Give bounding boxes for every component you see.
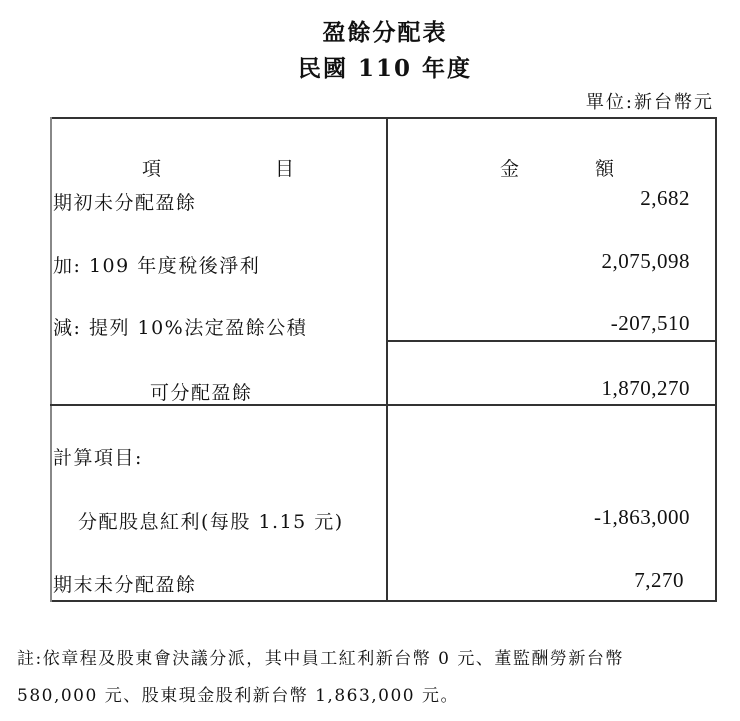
row-label-distributable-earnings: 可分配盈餘 <box>150 382 253 404</box>
table-border-left <box>50 117 52 602</box>
table-border-right <box>715 117 717 602</box>
column-header-amount-left: 金 <box>500 158 521 180</box>
row-amount-closing-retained-earnings: 7,270 <box>634 568 684 592</box>
footnote-line-2: 580,000 元、股東現金股利新台幣 1,863,000 元。 <box>17 686 460 706</box>
row-label-net-income: 加: 109 年度稅後淨利 <box>53 255 261 277</box>
column-divider <box>386 117 388 602</box>
row-label-opening-retained-earnings: 期初未分配盈餘 <box>53 192 197 214</box>
row-label-legal-reserve: 減: 提列 10%法定盈餘公積 <box>53 317 308 339</box>
row-amount-legal-reserve: -207,510 <box>610 311 690 335</box>
column-header-amount-right: 額 <box>595 158 616 180</box>
column-header-item-right: 目 <box>275 158 296 180</box>
row-amount-opening-retained-earnings: 2,682 <box>640 186 690 210</box>
row-amount-net-income: 2,075,098 <box>601 249 690 273</box>
table-border-top <box>50 117 717 119</box>
row-label-dividend-distribution: 分配股息紅利(每股 1.15 元) <box>78 511 344 533</box>
footnote-line-1: 註:依章程及股東會決議分派，其中員工紅利新台幣 0 元、董監酬勞新台幣 <box>17 649 624 669</box>
row-label-calculation-items: 計算項目: <box>53 447 143 469</box>
currency-unit-label: 單位:新台幣元 <box>585 92 714 113</box>
table-border-bottom <box>50 600 717 602</box>
row-amount-distributable-earnings: 1,870,270 <box>601 376 690 400</box>
column-header-item-left: 項 <box>142 158 163 180</box>
row-amount-dividend-distribution: -1,863,000 <box>594 505 690 529</box>
subtotal-divider <box>386 340 717 342</box>
fiscal-year-subtitle: 民國 110 年度 <box>297 55 473 82</box>
row-label-closing-retained-earnings: 期末未分配盈餘 <box>53 574 197 596</box>
document-title: 盈餘分配表 <box>322 19 448 46</box>
